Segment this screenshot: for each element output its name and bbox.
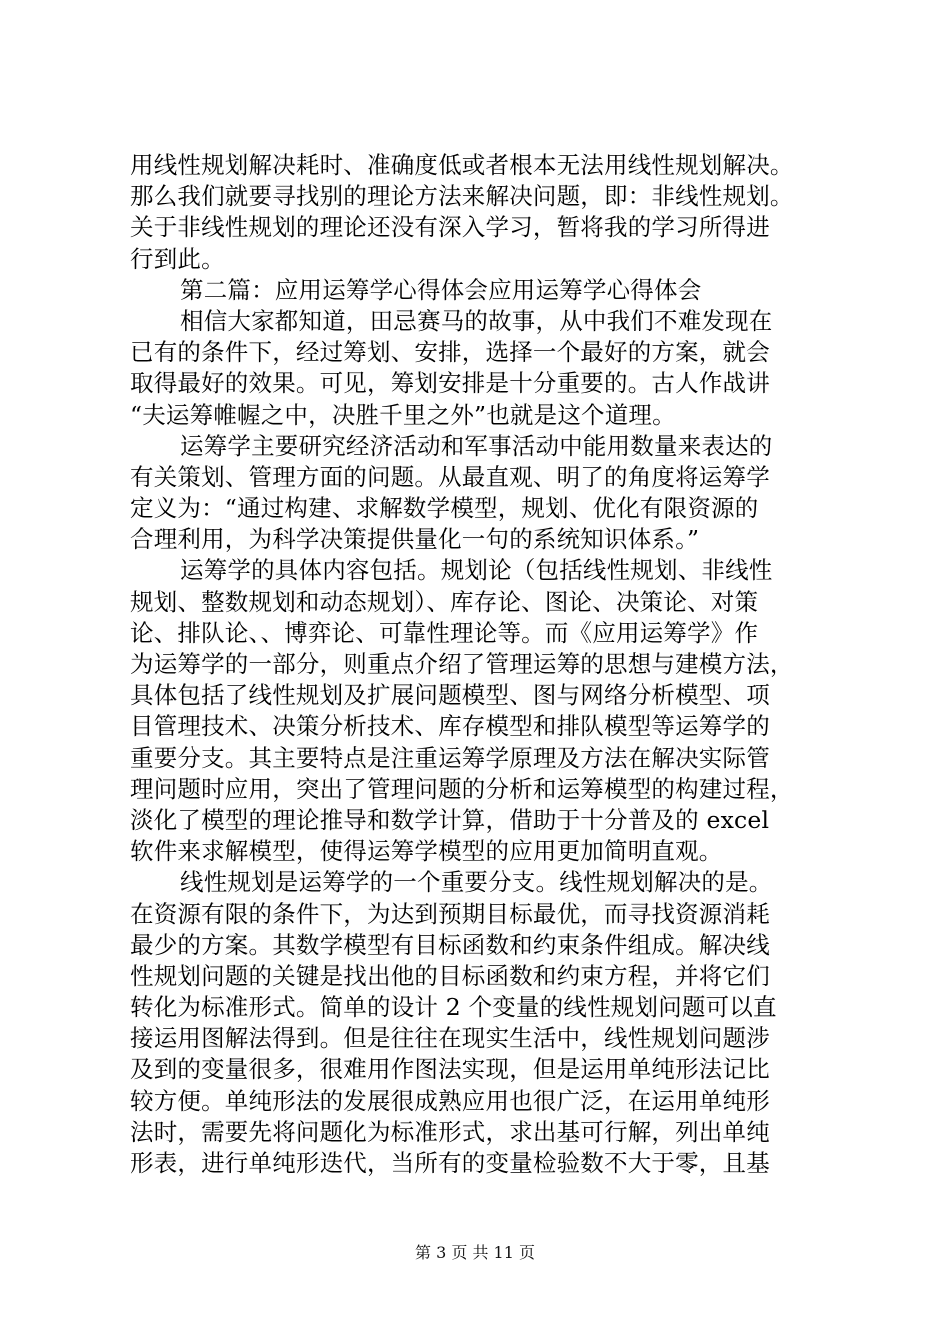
text-line: 为运筹学的一部分，则重点介绍了管理运筹的思想与建模方法， [130,650,794,678]
text-line: 取得最好的效果。可见，筹划安排是十分重要的。古人作战讲 [130,369,770,398]
text-line: 论、排队论、、博弈论、可靠性理论等。而《应用运筹学》作 [130,618,759,647]
text-line: 第二篇：应用运筹学心得体会应用运筹学心得体会 [180,275,702,304]
text-line: 淡化了模型的理论推导和数学计算，借助于十分普及的 excel [130,805,770,834]
text-line: 接运用图解法得到。但是往往在现实生活中，线性规划问题涉 [130,1024,770,1053]
text-line: 线性规划是运筹学的一个重要分支。线性规划解决的是。 [180,868,773,897]
text-line: 转化为标准形式。简单的设计 2 个变量的线性规划问题可以直 [130,993,777,1022]
text-line: 最少的方案。其数学模型有目标函数和约束条件组成。解决线 [130,930,770,959]
text-line: 性规划问题的关键是找出他的目标函数和约束方程，并将它们 [130,961,770,990]
text-line: 相信大家都知道，田忌赛马的故事，从中我们不难发现在 [180,306,773,335]
text-line: 行到此。 [130,244,225,273]
page-number-label: 第 3 页 共 11 页 [415,1243,535,1262]
text-line: 较方便。单纯形法的发展很成熟应用也很广泛，在运用单纯形 [130,1086,770,1115]
text-line: 规划、整数规划和动态规划）、库存论、图论、决策论、对策 [130,587,759,616]
text-line: 形表，进行单纯形迭代，当所有的变量检验数不大于零，且基 [130,1149,770,1177]
text-line: 合理利用，为科学决策提供量化一句的系统知识体系。” [130,525,700,554]
text-line: 那么我们就要寻找别的理论方法来解决问题，即：非线性规划。 [130,182,794,211]
text-line: 运筹学的具体内容包括。规划论（包括线性规划、非线性 [180,556,773,585]
page-footer [0,1243,950,1263]
text-line: 软件来求解模型，使得运筹学模型的应用更加简明直观。 [130,837,723,866]
text-line: 具体包括了线性规划及扩展问题模型、图与网络分析模型、项 [130,681,770,710]
text-line: 目管理技术、决策分析技术、库存模型和排队模型等运筹学的 [130,712,770,741]
document-body [130,150,845,1179]
text-line: 有关策划、管理方面的问题。从最直观、明了的角度将运筹学 [130,462,770,491]
text-line: 法时，需要先将问题化为标准形式，求出基可行解，列出单纯 [130,1117,770,1146]
text-line: 运筹学主要研究经济活动和军事活动中能用数量来表达的 [180,431,773,460]
text-line: 及到的变量很多，很难用作图法实现，但是运用单纯形法记比 [130,1055,770,1084]
text-line: 重要分支。其主要特点是注重运筹学原理及方法在解决实际管 [130,743,770,772]
text-line: “夫运筹帷幄之中，决胜千里之外”也就是这个道理。 [130,400,676,429]
text-line: 已有的条件下，经过筹划、安排，选择一个最好的方案，就会 [130,338,770,367]
text-line: 关于非线性规划的理论还没有深入学习，暂将我的学习所得进 [130,213,770,242]
text-line: 理问题时应用，突出了管理问题的分析和运筹模型的构建过程， [130,774,794,803]
text-line: 定义为：“通过构建、求解数学模型，规划、优化有限资源的 [130,494,759,523]
text-line: 在资源有限的条件下，为达到预期目标最优，而寻找资源消耗 [130,899,770,928]
text-line: 用线性规划解决耗时、准确度低或者根本无法用线性规划解决。 [130,151,794,179]
